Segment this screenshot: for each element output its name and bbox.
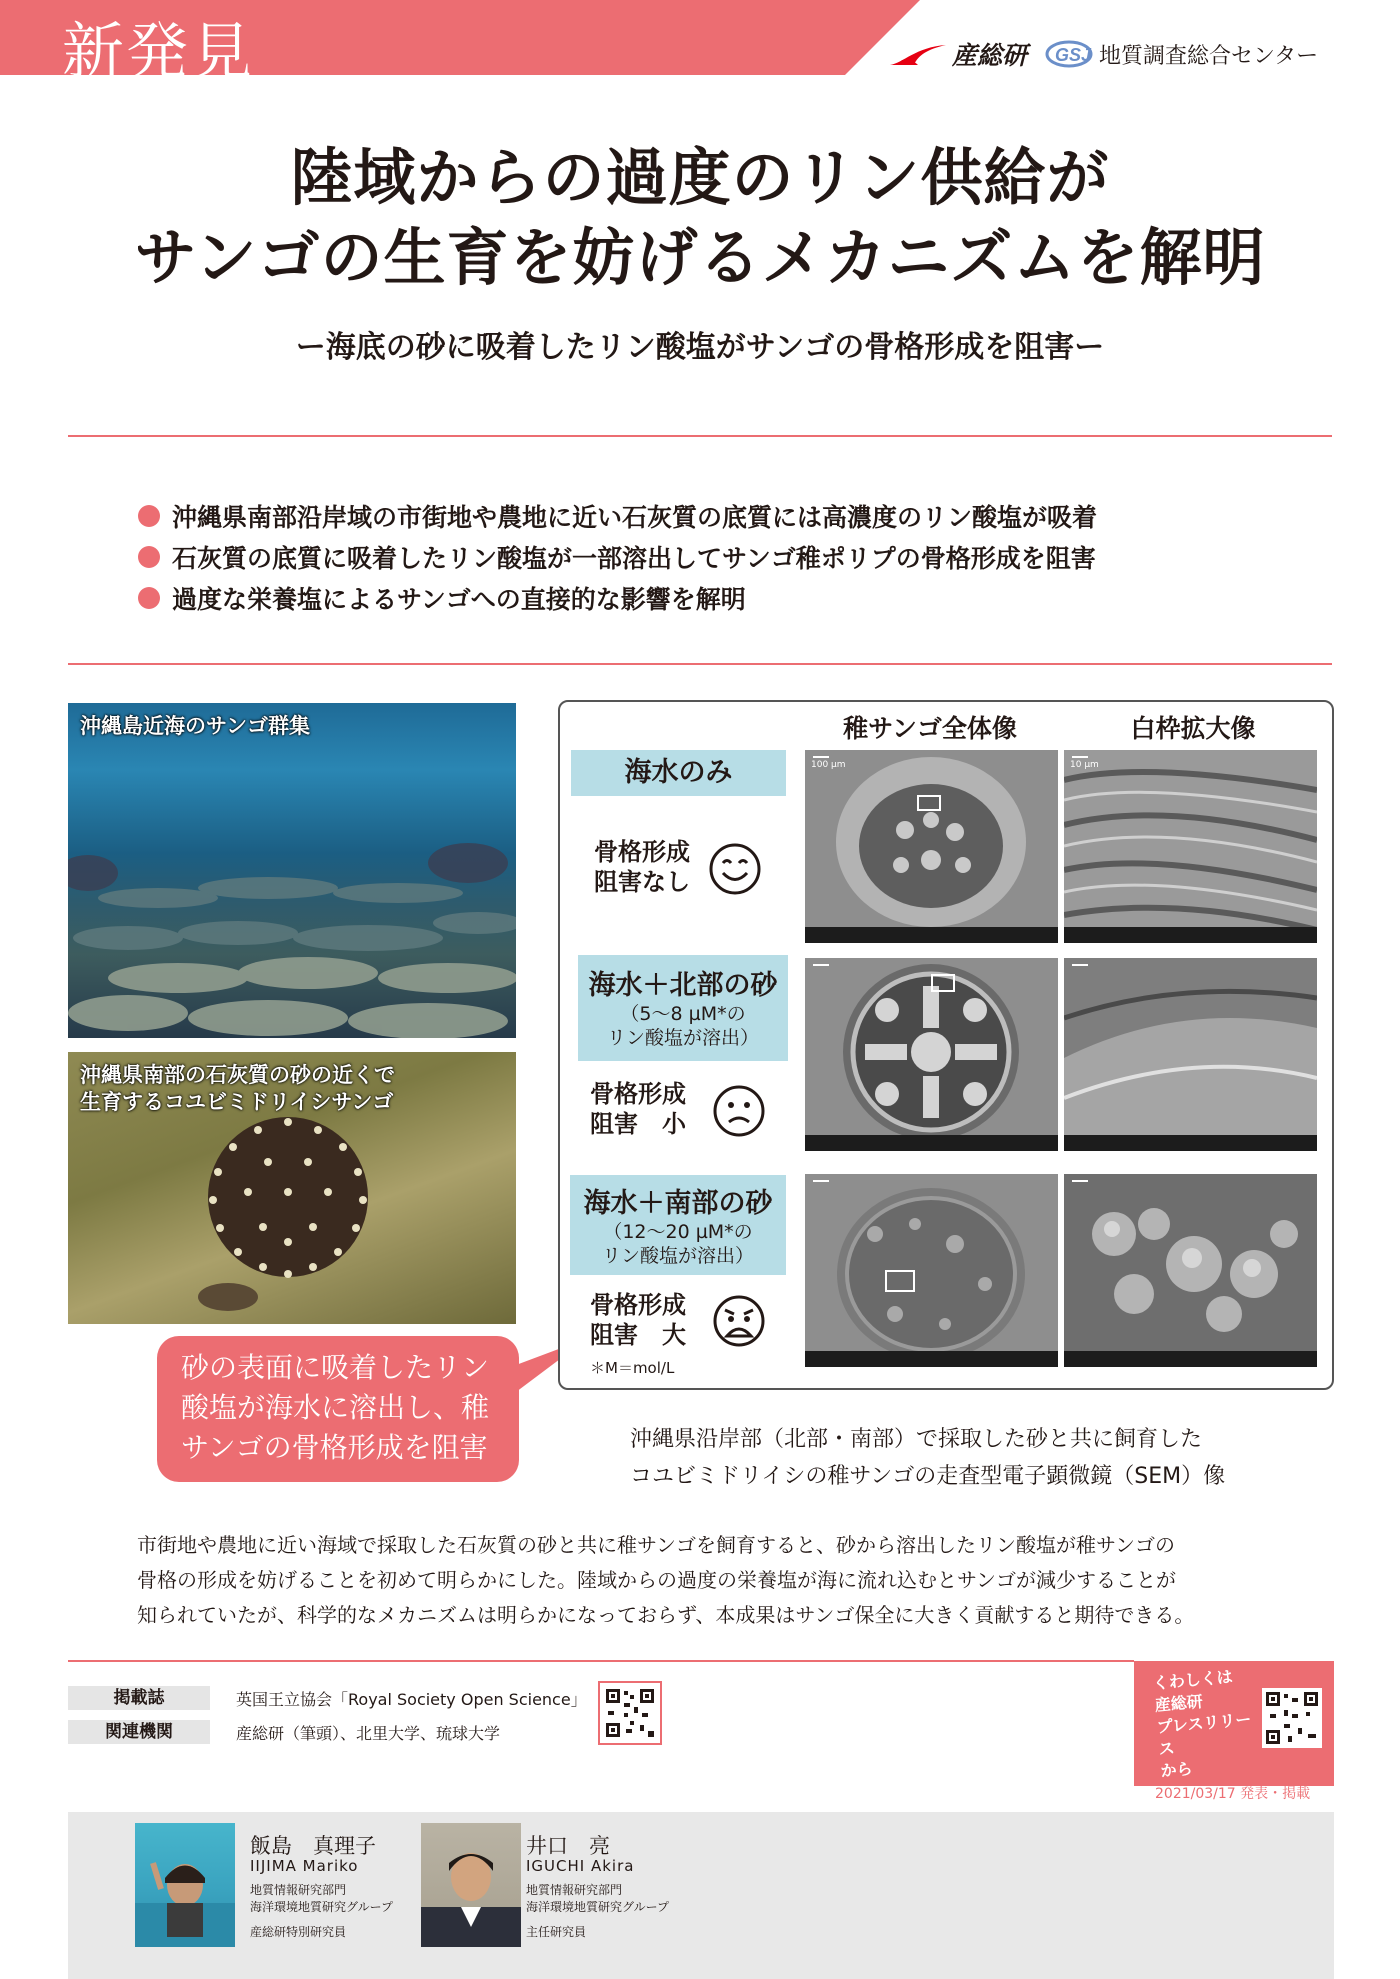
condition-seawater-north-sand: 海水＋北部の砂 （5～8 µM*の リン酸塩が溶出） <box>578 955 788 1061</box>
researcher1-title: 産総研特別研究員 <box>250 1925 347 1939</box>
summary-line1: 市街地や農地に近い海域で採取した石灰質の砂と共に稚サンゴを飼育すると、砂から溶出したリン酸塩が稚サンゴの <box>137 1533 1175 1557</box>
organizations-value: 産総研（筆頭）、北里大学、琉球大学 <box>236 1723 501 1743</box>
condition-seawater-south-sand: 海水＋南部の砂 （12～20 µM*の リン酸塩が溶出） <box>570 1175 786 1275</box>
qr-code-icon <box>1262 1688 1322 1748</box>
sem-zoom-north <box>1064 958 1317 1151</box>
sem-info-bar <box>1064 1351 1317 1367</box>
scale-bar <box>813 756 829 758</box>
bullet-dot-icon <box>138 546 160 568</box>
organizations-label: 関連機関 <box>68 1720 210 1744</box>
portrait-illustration <box>421 1823 521 1947</box>
svg-text:GSJ: GSJ <box>1055 45 1092 65</box>
col-header-zoom: 白枠拡大像 <box>1130 714 1256 743</box>
coral-reef-illustration <box>68 703 516 1038</box>
sem-texture-illustration <box>1064 1174 1317 1367</box>
frown-face-icon <box>712 1084 766 1138</box>
unit-note: ＊M＝mol/L <box>590 1359 675 1377</box>
sem-whole-south <box>805 1174 1058 1367</box>
sem-info-bar <box>1064 1135 1317 1151</box>
scale-label: 10 µm <box>1070 760 1099 770</box>
coral-colony-photo <box>68 1052 516 1324</box>
aist-logo-text: 産総研 <box>952 41 1028 70</box>
sem-info-bar <box>805 1135 1058 1151</box>
press-qr-code[interactable] <box>1262 1688 1322 1748</box>
sem-texture-illustration <box>1064 958 1317 1151</box>
sem-polyp-illustration <box>805 750 1058 943</box>
gsj-logo <box>1045 36 1318 72</box>
researcher2-affiliation: 地質情報研究部門 海洋環境地質研究グループ <box>526 1883 670 1914</box>
sem-whole-north <box>805 958 1058 1151</box>
scale-bar <box>813 964 829 966</box>
scale-bar <box>1072 964 1088 966</box>
banner-label: 新発見 <box>62 15 255 88</box>
scale-bar <box>1072 1180 1088 1182</box>
divider-middle <box>68 663 1332 665</box>
condition-seawater-only: 海水のみ <box>571 750 786 796</box>
researcher2-name: 井口 亮 <box>526 1834 610 1858</box>
journal-label: 掲載誌 <box>68 1686 210 1710</box>
result-row2: 骨格形成 阻害 小 <box>590 1080 686 1138</box>
sem-info-bar <box>805 927 1058 943</box>
page-title-line1: 陸域からの過度のリン供給が <box>290 141 1110 214</box>
sem-zoom-seawater <box>1064 750 1317 943</box>
result-row3: 骨格形成 阻害 大 <box>590 1291 686 1349</box>
sem-info-bar <box>1064 927 1317 943</box>
scale-bar <box>1072 756 1088 758</box>
zoom-region-box <box>917 795 941 811</box>
sem-whole-seawater <box>805 750 1058 943</box>
sem-polyp-illustration <box>805 1174 1058 1367</box>
journal-qr-code[interactable] <box>598 1681 662 1745</box>
worried-face-icon <box>712 1294 766 1348</box>
divider-bottom <box>68 1660 1134 1662</box>
bullet-dot-icon <box>138 587 160 609</box>
researcher1-affiliation: 地質情報研究部門 海洋環境地質研究グループ <box>250 1883 394 1914</box>
sem-info-bar <box>805 1351 1058 1367</box>
researcher1-name-en: IIJIMA Mariko <box>250 1857 359 1875</box>
researcher-photo-iguchi <box>421 1823 521 1947</box>
aist-logo <box>888 36 1027 72</box>
photo2-caption: 沖縄県南部の石灰質の砂の近くで 生育するコユビミドリイシサンゴ <box>80 1063 395 1114</box>
zoom-region-box <box>885 1270 915 1292</box>
callout-text: 砂の表面に吸着したリン酸塩が海水に溶出し、稚サンゴの骨格形成を阻害 <box>181 1351 490 1464</box>
key-point: 沖縄県南部沿岸域の市街地や農地に近い石灰質の底質には高濃度のリン酸塩が吸着 <box>138 495 1097 536</box>
summary-line2: 骨格の形成を妨げることを初めて明らかにした。陸域からの過度の栄養塩が海に流れ込むとサンゴが減少することが <box>137 1568 1176 1592</box>
gsj-mark-icon <box>1045 39 1093 69</box>
coral-community-photo <box>68 703 516 1038</box>
gsj-logo-text: 地質調査総合センター <box>1099 43 1319 69</box>
sem-texture-illustration <box>1064 750 1317 943</box>
journal-value: 英国王立協会「Royal Society Open Science」 <box>236 1689 587 1709</box>
key-point: 石灰質の底質に吸着したリン酸塩が一部溶出してサンゴ稚ポリプの骨格形成を阻害 <box>138 536 1097 577</box>
scale-bar <box>813 1180 829 1182</box>
key-points <box>138 495 1097 618</box>
press-release-box[interactable] <box>1134 1661 1334 1786</box>
page-subtitle: ー海底の砂に吸着したリン酸塩がサンゴの骨格形成を阻害ー <box>295 330 1105 365</box>
researcher2-name-en: IGUCHI Akira <box>526 1857 635 1875</box>
press-release-text: くわしくは 産総研 プレスリリース から <box>1152 1667 1253 1781</box>
portrait-illustration <box>135 1823 235 1947</box>
sem-caption-line2: コユビミドリイシの稚サンゴの走査型電子顕微鏡（SEM）像 <box>630 1464 1226 1489</box>
organizations-row <box>68 1720 500 1744</box>
sem-caption-line1: 沖縄県沿岸部（北部・南部）で採取した砂と共に飼育した <box>630 1427 1203 1452</box>
summary-line3: 知られていたが、科学的なメカニズムは明らかになっておらず、本成果はサンゴ保全に大きく貢献すると期待できる。 <box>137 1603 1195 1627</box>
scale-label: 100 µm <box>811 760 846 770</box>
page-title-line2: サンゴの生育を妨げるメカニズムを解明 <box>134 221 1266 294</box>
sem-zoom-south <box>1064 1174 1317 1367</box>
photo1-caption: 沖縄島近海のサンゴ群集 <box>80 714 310 738</box>
callout-bubble <box>157 1336 519 1482</box>
zoom-region-box <box>931 974 955 992</box>
key-point: 過度な栄養塩によるサンゴへの直接的な影響を解明 <box>138 577 1097 618</box>
qr-code-icon <box>600 1683 660 1743</box>
researcher1-name: 飯島 真理子 <box>250 1834 376 1858</box>
researcher2-title: 主任研究員 <box>526 1925 587 1939</box>
result-row1: 骨格形成 阻害なし <box>594 838 690 896</box>
col-header-whole: 稚サンゴ全体像 <box>843 714 1017 743</box>
divider-top <box>68 435 1332 437</box>
aist-swoosh-icon <box>888 41 948 67</box>
researcher-photo-iijima <box>135 1823 235 1947</box>
publication-date: 2021/03/17 発表・掲載 <box>1155 1786 1311 1802</box>
smile-face-icon <box>708 842 762 896</box>
bullet-dot-icon <box>138 505 160 527</box>
journal-row <box>68 1686 587 1710</box>
